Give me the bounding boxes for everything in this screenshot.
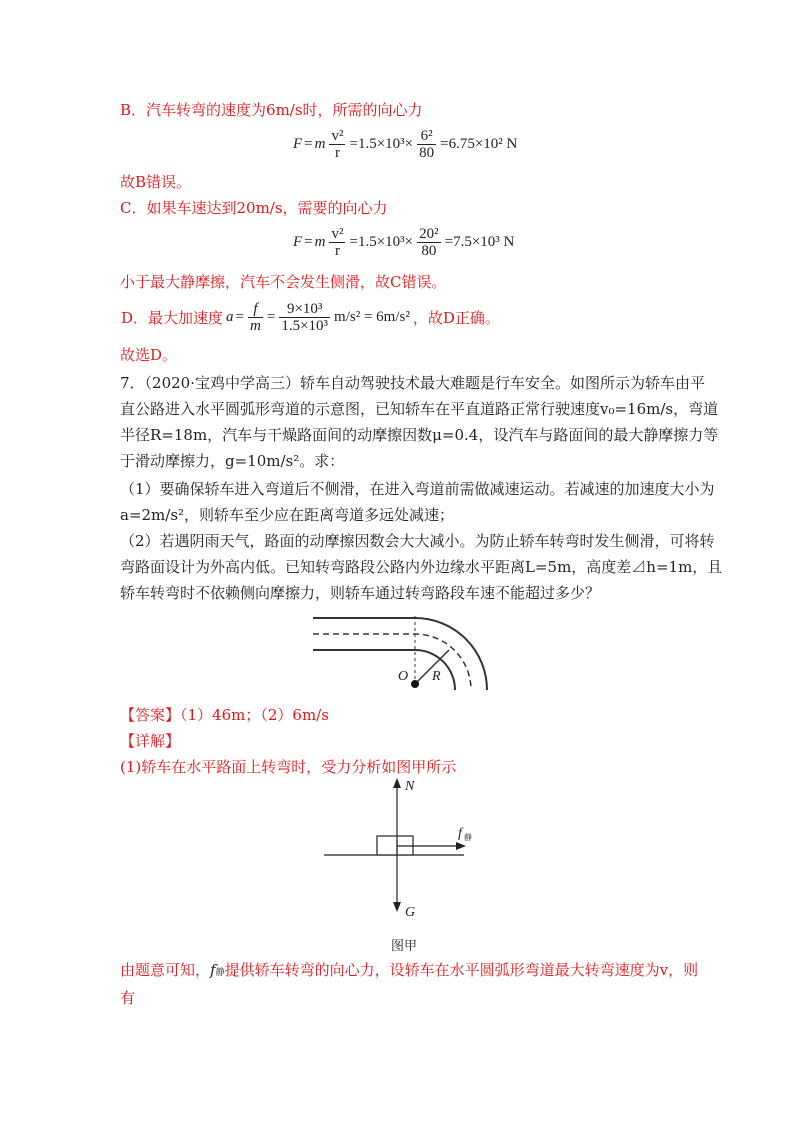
explain-line-1: (1)轿车在水平路面上转弯时，受力分析如图甲所示	[120, 758, 457, 776]
question-part1-line-1: （1）要确保轿车进入弯道后不侧滑，在进入弯道前需做减速运动。若减速的加速度大小为	[120, 480, 715, 498]
question-part2-line-1: （2）若遇阴雨天气，路面的动摩擦因数会大大减小。为防止轿车转弯时发生侧滑，可将转	[120, 532, 715, 550]
label-f-sub: 静	[464, 833, 472, 842]
label-f: f	[458, 826, 462, 841]
eq-fraction: $\frac{f}{m}$	[250, 301, 261, 334]
eq-text: =6.75×10² N	[440, 136, 518, 152]
label-n: N	[405, 779, 415, 794]
eq-symbol: =	[266, 309, 276, 325]
friction-arrowhead	[456, 842, 466, 850]
eq-symbol: F	[293, 234, 303, 250]
option-b-equation	[292, 128, 518, 161]
question-part1-line-2: a=2m/s²，则轿车至少应在距离弯道多远处减速；	[120, 506, 455, 524]
center-point	[411, 680, 419, 688]
label-g: G	[405, 905, 416, 920]
eq-fraction: $\frac{\text{20²}}{80}$	[419, 226, 439, 259]
friction-subscript: 静	[215, 968, 225, 978]
option-b-conclusion: 故B错误。	[120, 173, 192, 191]
gravity-arrowhead	[393, 902, 401, 912]
option-b-text: B．汽车转弯的速度为6m/s时，所需的向心力	[120, 101, 423, 119]
road-diagram	[305, 608, 495, 694]
eq-fraction: $\frac{\text{9×10³}}{\text{1.5×10³}}$	[281, 301, 329, 334]
closing-line-2: 有	[120, 989, 136, 1007]
answer-tag: 【答案】	[120, 706, 181, 724]
answer-line	[120, 705, 329, 725]
eq-symbol: =	[235, 309, 244, 325]
eq-text: =1.5×10³×	[349, 136, 414, 152]
explain-tag: 【详解】	[120, 732, 181, 750]
option-c-equation	[292, 226, 515, 259]
normal-force-arrowhead	[393, 778, 401, 788]
eq-symbol: m	[314, 234, 326, 250]
friction-symbol: f	[210, 961, 216, 979]
answer-text: （1）46m；（2）6m/s	[180, 706, 329, 724]
eq-text: =7.5×10³ N	[444, 234, 515, 250]
eq-text: =1.5×10³×	[349, 234, 414, 250]
question-part2-line-2: 弯路面设计为外高内低。已知转弯路段公路内外边缘水平距离L=5m，高度差⊿h=1m，且	[120, 558, 723, 576]
eq-symbol: =	[304, 136, 313, 152]
option-d-line	[120, 301, 501, 334]
closing-text-a: 由题意可知，	[120, 961, 211, 979]
option-c-text: C．如果车速达到20m/s，需要的向心力	[120, 199, 388, 217]
closing-text-b: 提供轿车转弯的向心力，设轿车在水平圆弧形弯道最大转弯速度为v，则	[224, 961, 699, 979]
eq-symbol: F	[293, 136, 303, 152]
option-d-prefix: D．最大加速度	[121, 309, 224, 327]
eq-fraction: $\frac{\text{v²}}{r}$	[331, 226, 344, 259]
question-line-4: 于滑动摩擦力，g=10m/s²。求：	[120, 452, 345, 470]
closing-line-1	[120, 960, 698, 983]
label-r: R	[432, 669, 441, 684]
question-line-1: 7．（2020·宝鸡中学高三）轿车自动驾驶技术最大难题是行车安全。如图所示为轿车由平	[120, 374, 705, 392]
figure-caption: 图甲	[391, 939, 418, 954]
question-part2-line-3: 轿车转弯时不依赖侧向摩擦力，则轿车通过转弯路段车速不能超过多少？	[120, 584, 601, 602]
road-center-line	[313, 634, 471, 690]
question-line-3: 半径R=18m，汽车与干燥路面间的动摩擦因数μ=0.4，设汽车与路面间的最大静摩擦力等	[120, 426, 719, 444]
final-choice: 故选D。	[120, 346, 178, 364]
question-line-2: 直公路进入水平圆弧形弯道的示意图，已知轿车在平直道路正常行驶速度v₀=16m/s，弯道	[120, 400, 719, 418]
eq-symbol: a	[226, 309, 234, 325]
eq-fraction: $\frac{\text{6²}}{80}$	[419, 128, 435, 161]
eq-symbol: m	[314, 136, 326, 152]
force-diagram	[320, 774, 490, 922]
eq-symbol: =	[304, 234, 313, 250]
option-c-conclusion: 小于最大静摩擦，汽车不会发生侧滑，故C错误。	[120, 273, 447, 291]
eq-fraction: $\frac{\text{v²}}{r}$	[331, 128, 344, 161]
eq-text: m/s² = 6m/s²	[334, 309, 410, 325]
option-d-suffix: ，故D正确。	[412, 309, 500, 327]
label-o: O	[398, 669, 409, 684]
